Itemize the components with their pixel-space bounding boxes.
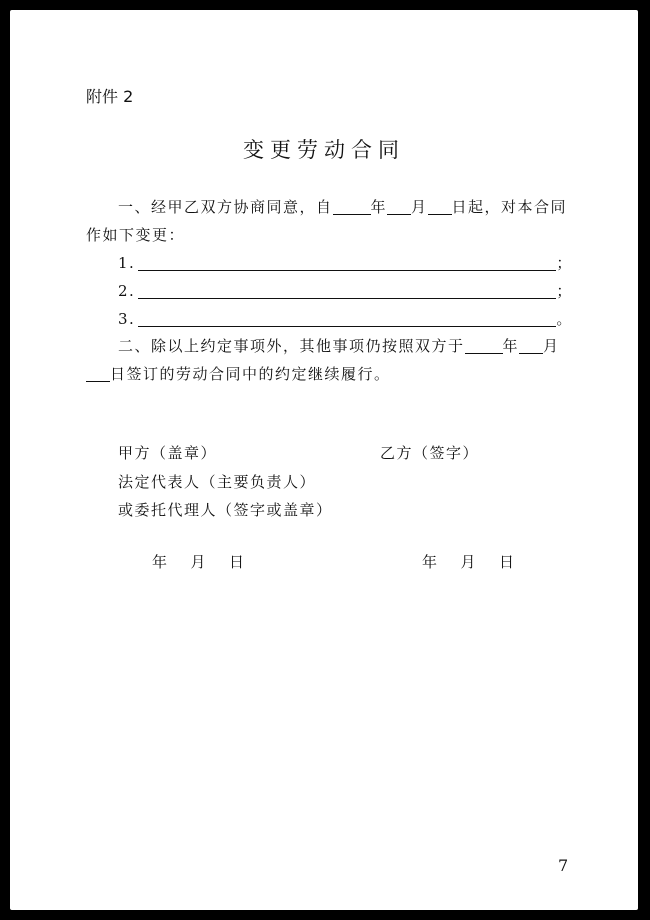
clause1-day-from: 日起，对本合同 bbox=[451, 198, 568, 216]
clause2-line1 bbox=[118, 335, 560, 356]
change-item-1 bbox=[118, 252, 573, 273]
clause2-line2-suffix: 日签订的劳动合同中的约定继续履行。 bbox=[110, 365, 391, 383]
change-item-3 bbox=[118, 308, 573, 329]
date-month: 月 bbox=[460, 553, 478, 571]
clause2-line2 bbox=[86, 363, 391, 384]
item-end-punct: ； bbox=[556, 282, 573, 300]
item-number: 1. bbox=[118, 254, 136, 272]
item-end-punct: ； bbox=[556, 254, 573, 272]
day-blank[interactable] bbox=[428, 198, 452, 215]
date-day: 日 bbox=[499, 553, 516, 571]
legal-representative: 法定代表人（主要负责人） bbox=[118, 473, 317, 491]
clause2-prefix: 二、除以上约定事项外，其他事项仍按照双方于 bbox=[118, 337, 465, 355]
item-end-punct: 。 bbox=[556, 310, 573, 328]
date-party-b bbox=[422, 551, 516, 572]
date-month: 月 bbox=[190, 553, 208, 571]
clause1-line2: 作如下变更： bbox=[86, 226, 186, 244]
date-day: 日 bbox=[229, 553, 246, 571]
item-number: 2. bbox=[118, 282, 136, 300]
day-blank[interactable] bbox=[86, 365, 110, 382]
year-blank[interactable] bbox=[465, 337, 503, 354]
document-title: 变更劳动合同 bbox=[243, 138, 405, 162]
party-a-seal: 甲方（盖章） bbox=[118, 444, 218, 462]
authorized-agent: 或委托代理人（签字或盖章） bbox=[118, 501, 333, 519]
page-number: 7 bbox=[558, 856, 569, 875]
clause1-prefix: 一、经甲乙双方协商同意，自 bbox=[118, 198, 333, 216]
month-blank[interactable] bbox=[387, 198, 411, 215]
clause1-month: 月 bbox=[411, 198, 428, 216]
date-year: 年 bbox=[422, 553, 439, 571]
date-party-a bbox=[152, 551, 246, 572]
document-page bbox=[10, 10, 638, 910]
item-2-blank[interactable] bbox=[138, 282, 556, 299]
clause2-month: 月 bbox=[543, 337, 560, 355]
item-number: 3. bbox=[118, 310, 136, 328]
year-blank[interactable] bbox=[333, 198, 371, 215]
date-year: 年 bbox=[152, 553, 169, 571]
clause1-line1 bbox=[118, 196, 567, 217]
attachment-label: 附件 2 bbox=[86, 87, 134, 106]
item-1-blank[interactable] bbox=[138, 254, 556, 271]
item-3-blank[interactable] bbox=[138, 310, 556, 327]
clause2-year: 年 bbox=[502, 337, 520, 355]
month-blank[interactable] bbox=[519, 337, 543, 354]
change-item-2 bbox=[118, 280, 573, 301]
clause1-year: 年 bbox=[370, 198, 388, 216]
party-b-signature: 乙方（签字） bbox=[380, 444, 480, 462]
